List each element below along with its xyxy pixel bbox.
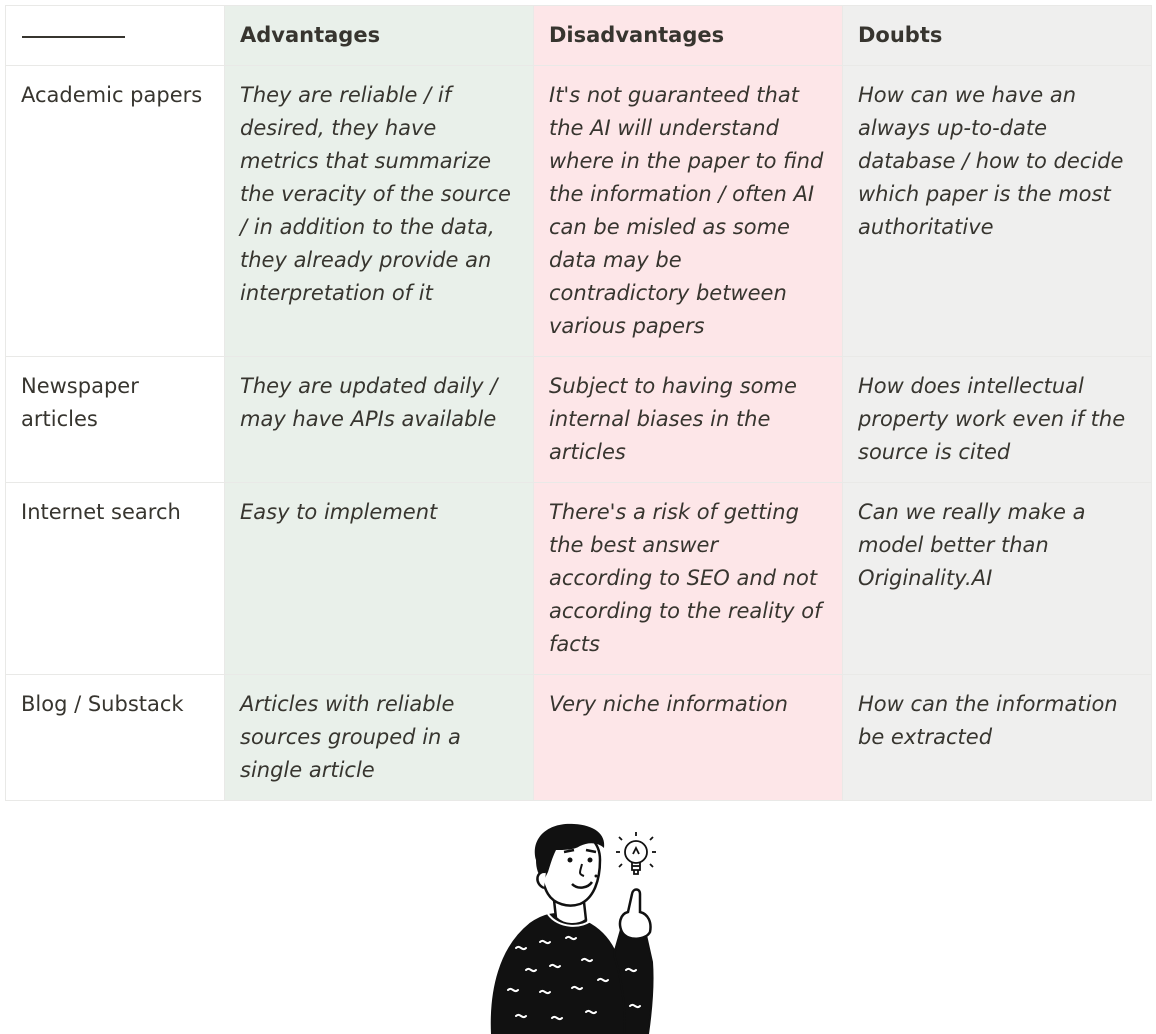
table-row <box>6 675 1152 801</box>
sweater-shape <box>492 914 638 1034</box>
table-header-row <box>6 6 1152 66</box>
row-label: Academic papers <box>6 66 225 357</box>
advantages-cell: They are reliable / if desired, they have metrics that summarize the veracity of the source / in addition to the data, they already provide an interpretation of it <box>225 66 534 357</box>
advantages-cell: Easy to implement <box>225 483 534 675</box>
header-advantages: Advantages <box>225 6 534 66</box>
advantages-cell: Articles with reliable sources grouped in a single article <box>225 675 534 801</box>
disadvantages-cell: Very niche information <box>534 675 843 801</box>
row-label: Newspaper articles <box>6 357 225 483</box>
comparison-table <box>5 5 1152 801</box>
table-row <box>6 66 1152 357</box>
corner-dash <box>22 36 125 38</box>
eye-left <box>568 858 573 863</box>
doubts-cell: How can the information be extracted <box>843 675 1152 801</box>
lightbulb-icon <box>616 832 656 874</box>
hand-shape <box>620 890 651 939</box>
table-row <box>6 357 1152 483</box>
header-disadvantages: Disadvantages <box>534 6 843 66</box>
row-label: Internet search <box>6 483 225 675</box>
person-with-lightbulb-icon <box>486 820 666 1034</box>
header-doubts: Doubts <box>843 6 1152 66</box>
disadvantages-cell: Subject to having some internal biases in the articles <box>534 357 843 483</box>
doubts-cell: How does intellectual property work even if the source is cited <box>843 357 1152 483</box>
row-label: Blog / Substack <box>6 675 225 801</box>
cheek-dot <box>595 875 598 878</box>
disadvantages-cell: It's not guaranteed that the AI will understand where in the paper to find the information / often AI can be misled as some data may be contradictory between various papers <box>534 66 843 357</box>
doubts-cell: How can we have an always up-to-date database / how to decide which paper is the most authoritative <box>843 66 1152 357</box>
eye-right <box>588 858 593 863</box>
disadvantages-cell: There's a risk of getting the best answer according to SEO and not according to the reality of facts <box>534 483 843 675</box>
doubts-cell: Can we really make a model better than Originality.AI <box>843 483 1152 675</box>
table-corner-cell <box>6 6 225 66</box>
advantages-cell: They are updated daily / may have APIs available <box>225 357 534 483</box>
table-row <box>6 483 1152 675</box>
